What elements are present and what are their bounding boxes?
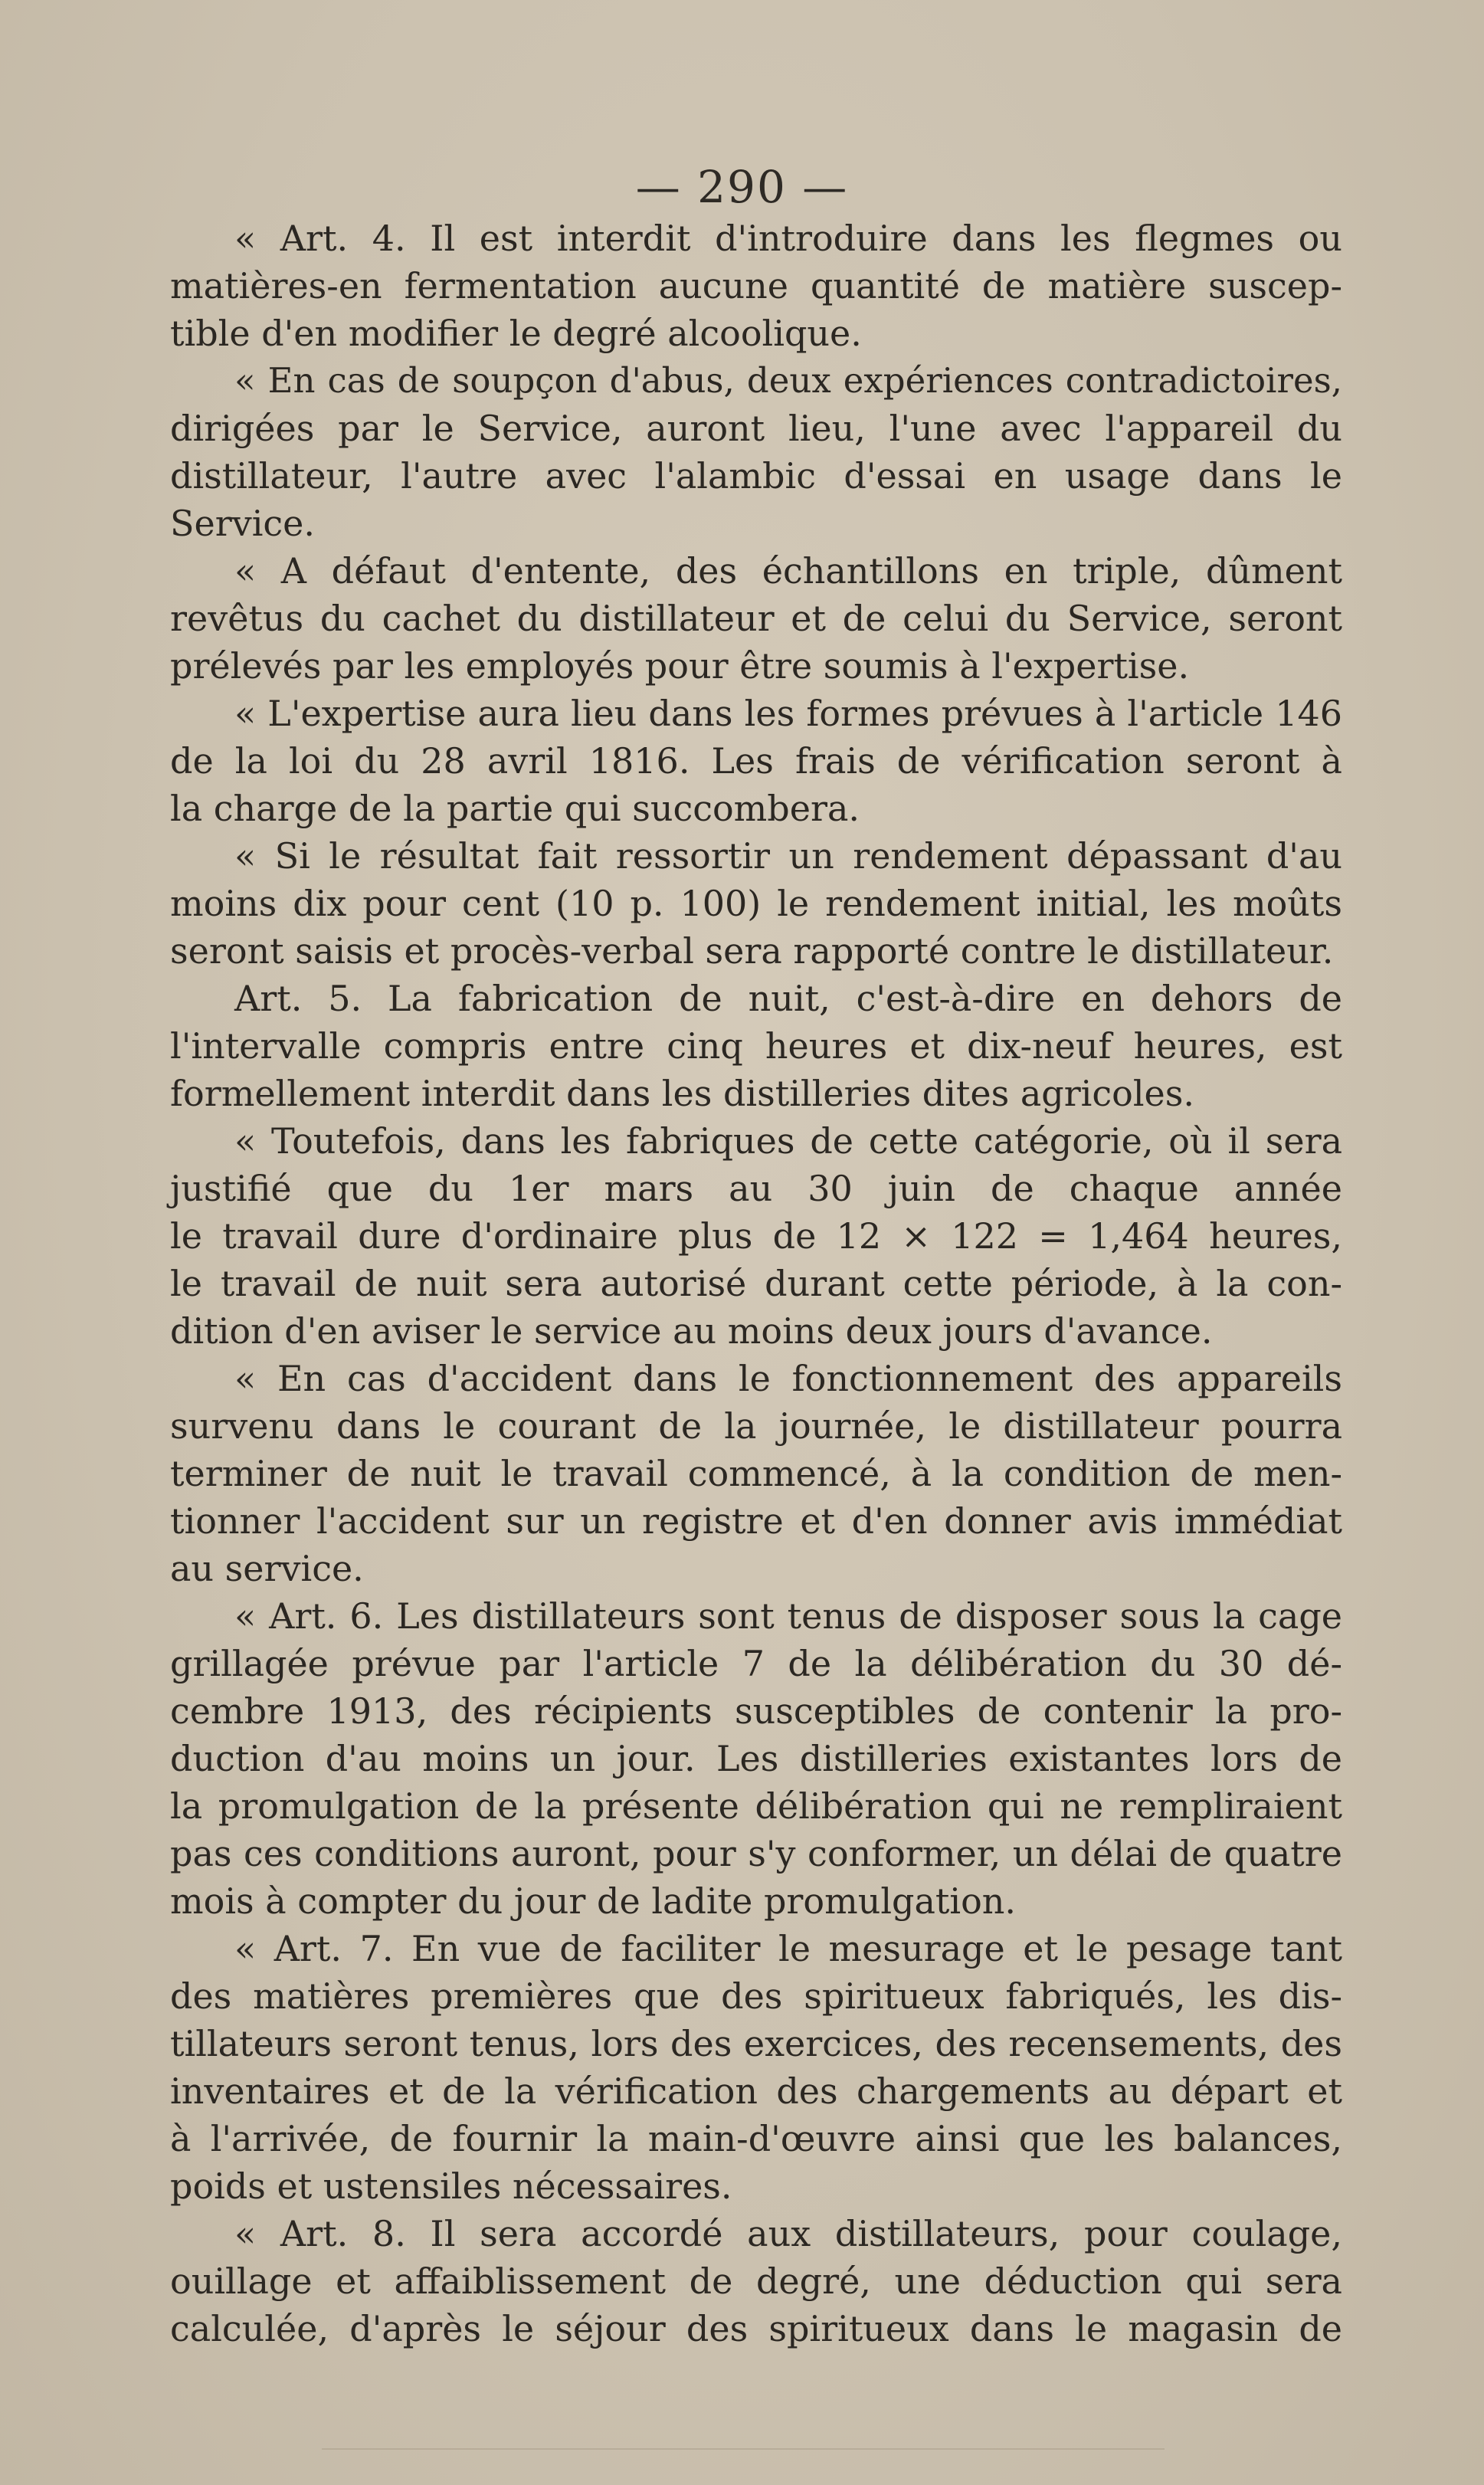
text-line: dition d'en aviser le service au moins deux jours d'avance. (170, 1310, 1213, 1352)
text-line: tible d'en modifier le degré alcoolique. (170, 313, 862, 354)
text-line: « Toutefois, dans les fabriques de cette catégorie, où il sera (234, 1120, 1342, 1162)
text-line: de la loi du 28 avril 1816. Les frais de vérification seront à (170, 740, 1342, 782)
text-line: duction d'au moins un jour. Les distilleries existantes lors de (170, 1738, 1342, 1779)
text-line: pas ces conditions auront, pour s'y conformer, un délai de quatre (170, 1833, 1342, 1874)
text-line: le travail dure d'ordinaire plus de 12 × 122 = 1,464 heures, (170, 1215, 1342, 1257)
text-line: grillagée prévue par l'article 7 de la délibération du 30 dé- (170, 1643, 1342, 1684)
text-line: terminer de nuit le travail commencé, à la condition de men- (170, 1453, 1342, 1494)
text-line: distillateur, l'autre avec l'alambic d'essai en usage dans le (170, 455, 1342, 497)
text-line: « Art. 6. Les distillateurs sont tenus de disposer sous la cage (234, 1595, 1342, 1637)
text-line: la promulgation de la présente délibération qui ne rempliraient (170, 1785, 1342, 1827)
text-line: au service. (170, 1548, 364, 1589)
text-line: tillateurs seront tenus, lors des exercices, des recensements, des (170, 2023, 1342, 2064)
text-line: moins dix pour cent (10 p. 100) le rendement initial, les moûts (170, 883, 1342, 924)
text-line: « Art. 8. Il sera accordé aux distillateurs, pour coulage, (234, 2213, 1342, 2254)
text-line: Service. (170, 503, 316, 544)
text-line: calculée, d'après le séjour des spiritueux dans le magasin de (170, 2308, 1342, 2349)
page-bottom-shadow (322, 2448, 1165, 2450)
text-line: survenu dans le courant de la journée, le distillateur pourra (170, 1405, 1342, 1447)
text-line: prélevés par les employés pour être soumis à l'expertise. (170, 645, 1190, 687)
text-line: revêtus du cachet du distillateur et de celui du Service, seront (170, 598, 1342, 639)
text-line: « Art. 4. Il est interdit d'introduire dans les flegmes ou (234, 218, 1342, 259)
text-line: la charge de la partie qui succombera. (170, 788, 860, 829)
text-line: « Art. 7. En vue de faciliter le mesurage et le pesage tant (234, 1928, 1342, 1969)
text-line: l'intervalle compris entre cinq heures et dix-neuf heures, est (170, 1025, 1342, 1067)
body-text (170, 215, 1342, 2352)
text-line: tionner l'accident sur un registre et d'en donner avis immédiat (170, 1500, 1342, 1542)
text-line: poids et ustensiles nécessaires. (170, 2165, 732, 2207)
text-line: justifié que du 1er mars au 30 juin de chaque année (170, 1168, 1342, 1209)
text-line: cembre 1913, des récipients susceptibles de contenir la pro- (170, 1690, 1342, 1732)
text-line: des matières premières que des spiritueux fabriqués, les dis- (170, 1975, 1342, 2017)
text-line: dirigées par le Service, auront lieu, l'une avec l'appareil du (170, 408, 1342, 449)
text-line: mois à compter du jour de ladite promulgation. (170, 1880, 1017, 1922)
text-line: « Si le résultat fait ressortir un rendement dépassant d'au (234, 835, 1342, 877)
text-line: inventaires et de la vérification des chargements au départ et (170, 2070, 1342, 2112)
text-line: « A défaut d'entente, des échantillons en triple, dûment (234, 550, 1342, 592)
text-line: « En cas d'accident dans le fonctionnement des appareils (234, 1358, 1342, 1399)
text-line: Art. 5. La fabrication de nuit, c'est-à-dire en dehors de (234, 978, 1342, 1019)
text-line: « L'expertise aura lieu dans les formes prévues à l'article 146 (234, 693, 1342, 734)
text-line: ouillage et affaiblissement de degré, une déduction qui sera (170, 2260, 1342, 2302)
text-line: formellement interdit dans les distilleries dites agricoles. (170, 1073, 1195, 1114)
text-line: « En cas de soupçon d'abus, deux expériences contradictoires, (234, 360, 1342, 401)
text-line: le travail de nuit sera autorisé durant cette période, à la con- (170, 1263, 1342, 1304)
text-line: matières-en fermentation aucune quantité de matière suscep- (170, 265, 1342, 307)
text-line: seront saisis et procès-verbal sera rapporté contre le distillateur. (170, 930, 1334, 972)
page-number: — 290 — (635, 161, 849, 213)
text-line: à l'arrivée, de fournir la main-d'œuvre ainsi que les balances, (170, 2118, 1342, 2159)
